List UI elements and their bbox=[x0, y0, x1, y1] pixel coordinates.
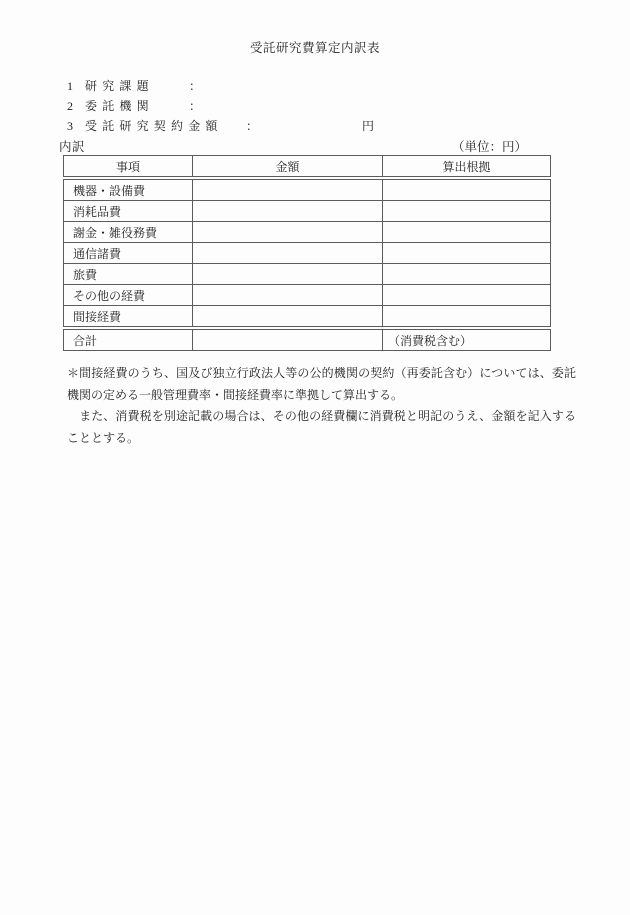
item-row-research-subject bbox=[0, 76, 630, 97]
item-cell: 消耗品費 bbox=[64, 201, 193, 222]
breakdown-header-line bbox=[0, 137, 630, 157]
yen-unit-label: 円 bbox=[362, 119, 375, 133]
item-cell: 機器・設備費 bbox=[64, 178, 193, 201]
table-header-row bbox=[64, 156, 551, 179]
total-label-cell: 合計 bbox=[64, 328, 193, 351]
total-basis-cell: （消費税含む） bbox=[383, 328, 551, 351]
item-number: 3 bbox=[67, 119, 73, 133]
item-number: 1 bbox=[67, 79, 73, 93]
item-colon: ： bbox=[189, 99, 202, 113]
note-consumption-tax: また、消費税を別途記載の場合は、その他の経費欄に消費税と明記のうえ、金額を記入することとする。 bbox=[67, 409, 576, 445]
table-row bbox=[64, 306, 551, 329]
table-row bbox=[64, 285, 551, 306]
item-cell: その他の経費 bbox=[64, 285, 193, 306]
table-row bbox=[64, 178, 551, 201]
amount-cell[interactable] bbox=[193, 285, 383, 306]
table-row bbox=[64, 243, 551, 264]
cost-breakdown-table bbox=[63, 155, 551, 351]
item-row-commissioning-org bbox=[0, 96, 630, 117]
col-header-item: 事項 bbox=[64, 156, 193, 179]
basis-cell[interactable] bbox=[383, 264, 551, 285]
table-row bbox=[64, 222, 551, 243]
total-amount-cell[interactable] bbox=[193, 328, 383, 351]
item-cell: 通信諸費 bbox=[64, 243, 193, 264]
item-colon: ： bbox=[246, 119, 259, 133]
item-cell: 旅費 bbox=[64, 264, 193, 285]
item-label-research-subject: 研究課題 bbox=[85, 79, 154, 93]
table-row bbox=[64, 201, 551, 222]
table-total-row bbox=[64, 328, 551, 351]
item-cell: 間接経費 bbox=[64, 306, 193, 329]
basis-cell[interactable] bbox=[383, 222, 551, 243]
basis-cell[interactable] bbox=[383, 201, 551, 222]
amount-cell[interactable] bbox=[193, 222, 383, 243]
amount-cell[interactable] bbox=[193, 178, 383, 201]
table-row bbox=[64, 264, 551, 285]
footnotes bbox=[67, 363, 576, 449]
col-header-amount: 金額 bbox=[193, 156, 383, 179]
basis-cell[interactable] bbox=[383, 306, 551, 329]
basis-cell[interactable] bbox=[383, 285, 551, 306]
unit-note: （単位：円） bbox=[452, 140, 528, 154]
amount-cell[interactable] bbox=[193, 306, 383, 329]
item-colon: ： bbox=[189, 79, 202, 93]
item-label-contract-amount: 受託研究契約金額 bbox=[85, 119, 223, 133]
amount-cell[interactable] bbox=[193, 243, 383, 264]
item-label-commissioning-org: 委託機関 bbox=[85, 99, 154, 113]
basis-cell[interactable] bbox=[383, 243, 551, 264]
item-number: 2 bbox=[67, 99, 73, 113]
item-cell: 謝金・雑役務費 bbox=[64, 222, 193, 243]
col-header-basis: 算出根拠 bbox=[383, 156, 551, 179]
breakdown-label: 内訳 bbox=[59, 140, 86, 154]
page-title: 受託研究費算定内訳表 bbox=[249, 41, 380, 55]
item-row-contract-amount bbox=[0, 116, 630, 137]
note-indirect-costs: ＊間接経費のうち、国及び独立行政法人等の公的機関の契約（再委託含む）については、委託機関の定める一般管理費率・間接経費率に準拠して算出する。 bbox=[67, 366, 576, 402]
amount-cell[interactable] bbox=[193, 201, 383, 222]
amount-cell[interactable] bbox=[193, 264, 383, 285]
basis-cell[interactable] bbox=[383, 178, 551, 201]
